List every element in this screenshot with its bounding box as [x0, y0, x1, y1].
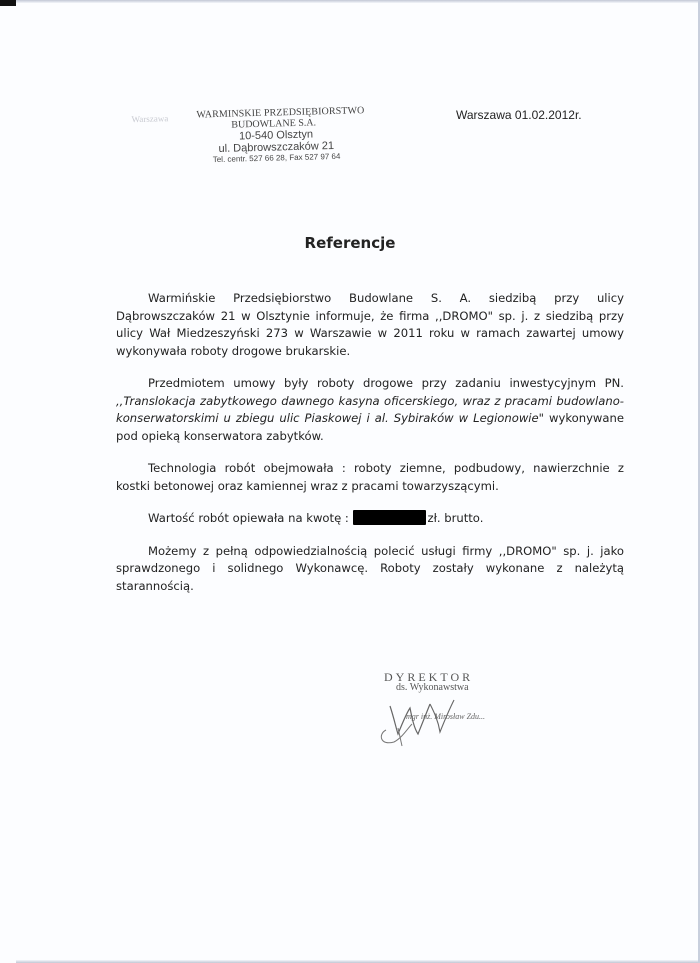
signature-department: ds. Wykonawstwa	[396, 682, 469, 693]
letter-body	[116, 290, 624, 610]
signature-name: mgr inż. Mirosław Zdu...	[406, 712, 486, 721]
stamp-street: ul. Dąbrowszczaków 21	[218, 139, 335, 155]
stamp-company-type: BUDOWLANE S.A.	[231, 117, 317, 131]
scan-corner-mark	[0, 0, 16, 6]
sender-stamp	[131, 105, 372, 166]
paragraph-technology: Technologia robót obejmowała : roboty ziemne, podbudowy, nawierzchnie z kostki betonowej oraz kamiennej wraz z pracami towarzyszącymi.	[116, 461, 624, 493]
value-currency: zł. brutto.	[427, 511, 484, 525]
signature-title: DYREKTOR	[384, 670, 474, 684]
paragraph-subject	[116, 375, 624, 445]
value-label: Wartość robót opiewała na kwotę :	[148, 511, 349, 525]
redacted-amount	[353, 510, 426, 525]
stamp-company-name: WARMINSKIE PRZEDSIĘBIORSTWO	[196, 105, 365, 121]
paragraph-intro: Warmińskie Przedsiębiorstwo Budowlane S. A. siedzibą przy ulicy Dąbrowszczaków 21 w Olsztynie informuje, że firma ,,DROMO" sp. j. z siedzibą przy ulicy Wał Miedzeszyński 273 w Warszawie w 2011 roku w ramach zawartej umowy wykonywała roboty drogowe brukarskie.	[116, 291, 624, 358]
paragraph-value	[116, 510, 624, 528]
signature-stamp	[368, 668, 518, 748]
project-name: ,,Translokacja zabytkowego dawnego kasyna oficerskiego, wraz z pracami budowlano-konserwatorskimi u zbiegu ulic Piaskowej i al. Sybiraków w Legionowie"	[116, 393, 624, 425]
subject-end: wykonywane pod opieką konserwatora zabytków.	[116, 411, 624, 443]
letter-date: Warszawa 01.02.2012r.	[456, 108, 582, 122]
subject-intro: Przedmiotem umowy były roboty drogowe przy zadaniu inwestycyjnym PN.	[148, 376, 624, 390]
scan-edge-top	[16, 0, 700, 3]
paragraph-recommendation: Możemy z pełną odpowiedzialnością polecić usługi firmy ,,DROMO" sp. j. jako sprawdzonego i solidnego Wykonawcę. Roboty zostały wykonane z należytą starannością.	[116, 543, 624, 593]
stamp-postal-city: 10-540 Olsztyn	[238, 128, 314, 143]
stamp-phone-fax: Tel. centr. 527 66 28, Fax 527 97 64	[212, 151, 341, 165]
handwritten-signature	[368, 668, 518, 748]
letter-title: Referencje	[304, 234, 396, 252]
stamp-ghost-text: Warszawa	[131, 113, 169, 125]
